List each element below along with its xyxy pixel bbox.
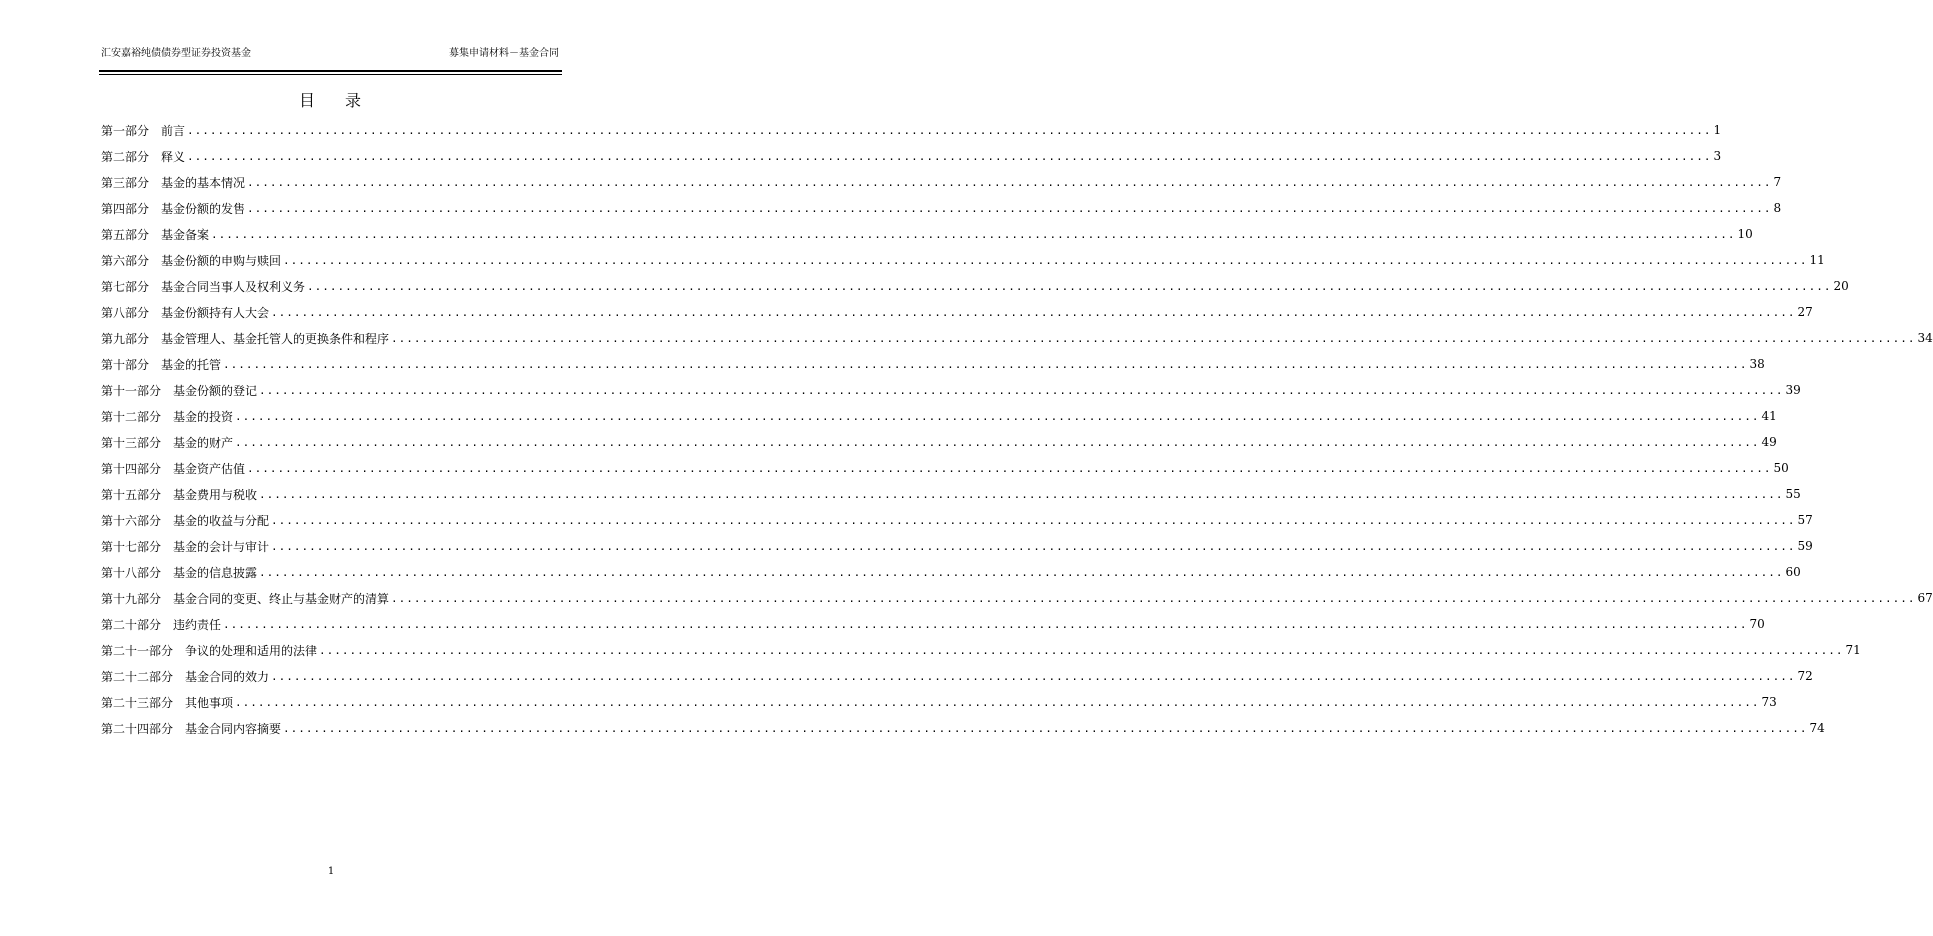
toc-entry-page: 3 xyxy=(1713,149,1722,163)
toc-entry-leader-dots: ........................................................................................................................................................................................................ xyxy=(235,409,1760,423)
toc-entry-title: 基金的信息披露 xyxy=(173,565,258,580)
toc-entry[interactable] xyxy=(101,481,1801,507)
toc-entry-leader-dots: ........................................................................................................................................................................................................ xyxy=(235,695,1760,709)
toc-entry[interactable] xyxy=(101,403,1777,429)
toc-entry-title: 基金的投资 xyxy=(173,409,234,424)
toc-entry-title: 其他事项 xyxy=(185,695,234,710)
toc-title-char-1: 目 xyxy=(298,91,317,110)
toc-entry-page: 50 xyxy=(1773,461,1789,475)
header-document-type: 募集申请材料－基金合同 xyxy=(449,48,559,59)
toc-entry-page: 39 xyxy=(1785,383,1801,397)
toc-entry-title: 争议的处理和适用的法律 xyxy=(185,643,318,658)
toc-entry-part: 第一部分 xyxy=(101,123,150,138)
toc-entry-title: 基金份额的发售 xyxy=(161,201,246,216)
toc-entry-part: 第十六部分 xyxy=(101,513,162,528)
toc-entry-part: 第十九部分 xyxy=(101,591,162,606)
toc-entry-title: 违约责任 xyxy=(173,617,222,632)
toc-entry-page: 57 xyxy=(1797,513,1813,527)
toc-entry-leader-dots: ........................................................................................................................................................................................................ xyxy=(271,305,1796,319)
toc-entry-title: 基金份额持有人大会 xyxy=(161,305,270,320)
toc-entry-leader-dots: ........................................................................................................................................................................................................ xyxy=(211,227,1736,241)
toc-entry-part: 第十七部分 xyxy=(101,539,162,554)
toc-entry-leader-dots: ........................................................................................................................................................................................................ xyxy=(283,253,1808,267)
toc-entry-leader-dots: ........................................................................................................................................................................................................ xyxy=(391,331,1916,345)
toc-entry-leader-dots: ........................................................................................................................................................................................................ xyxy=(283,721,1808,735)
toc-title xyxy=(0,88,662,111)
toc-entry-title: 前言 xyxy=(161,123,186,138)
toc-entry-part: 第十四部分 xyxy=(101,461,162,476)
toc-entry[interactable] xyxy=(101,715,1825,741)
toc-entry-page: 7 xyxy=(1773,175,1782,189)
toc-entry-leader-dots: ........................................................................................................................................................................................................ xyxy=(235,435,1760,449)
toc-entry-page: 67 xyxy=(1917,591,1933,605)
toc-entry-part: 第十二部分 xyxy=(101,409,162,424)
toc-entry[interactable] xyxy=(101,221,1753,247)
header-fund-name: 汇安嘉裕纯债债券型证券投资基金 xyxy=(101,48,251,59)
toc-entry-leader-dots: ........................................................................................................................................................................................................ xyxy=(187,149,1712,163)
toc-entry-title: 释义 xyxy=(161,149,186,164)
toc-entry-part: 第十八部分 xyxy=(101,565,162,580)
toc-entry-title: 基金的收益与分配 xyxy=(173,513,270,528)
toc-entry-part: 第七部分 xyxy=(101,279,150,294)
toc-entry[interactable] xyxy=(101,273,1849,299)
toc-entry[interactable] xyxy=(101,455,1789,481)
toc-entry-title: 基金合同的变更、终止与基金财产的清算 xyxy=(173,591,390,606)
toc-entry-leader-dots: ........................................................................................................................................................................................................ xyxy=(271,539,1796,553)
toc-entry-part: 第十五部分 xyxy=(101,487,162,502)
toc-entry-part: 第十一部分 xyxy=(101,383,162,398)
toc-entry-part: 第五部分 xyxy=(101,227,150,242)
toc-entry[interactable] xyxy=(101,117,1722,143)
toc-entry-page: 74 xyxy=(1809,721,1825,735)
toc-title-char-2: 录 xyxy=(345,91,364,110)
toc-entry-page: 49 xyxy=(1761,435,1777,449)
toc-entry-title: 基金备案 xyxy=(161,227,210,242)
toc-entry-title: 基金合同的效力 xyxy=(185,669,270,684)
toc-entry-leader-dots: ........................................................................................................................................................................................................ xyxy=(223,357,1748,371)
toc-entry[interactable] xyxy=(101,637,1861,663)
toc-entry[interactable] xyxy=(101,299,1813,325)
toc-entry[interactable] xyxy=(101,351,1765,377)
toc-entry-page: 71 xyxy=(1845,643,1861,657)
toc-entry-leader-dots: ........................................................................................................................................................................................................ xyxy=(247,175,1772,189)
toc-entry[interactable] xyxy=(101,377,1801,403)
toc-entry-page: 20 xyxy=(1833,279,1849,293)
toc-entry[interactable] xyxy=(101,325,1933,351)
toc-entry[interactable] xyxy=(101,559,1801,585)
toc-entry-leader-dots: ........................................................................................................................................................................................................ xyxy=(271,669,1796,683)
toc-list xyxy=(101,117,1933,741)
toc-entry-leader-dots: ........................................................................................................................................................................................................ xyxy=(223,617,1748,631)
toc-entry-part: 第二十部分 xyxy=(101,617,162,632)
toc-entry-part: 第十三部分 xyxy=(101,435,162,450)
toc-entry-page: 73 xyxy=(1761,695,1777,709)
toc-entry[interactable] xyxy=(101,663,1813,689)
toc-entry-title: 基金的财产 xyxy=(173,435,234,450)
toc-entry-part: 第二十三部分 xyxy=(101,695,174,710)
toc-entry-leader-dots: ........................................................................................................................................................................................................ xyxy=(271,513,1796,527)
toc-entry-part: 第二十二部分 xyxy=(101,669,174,684)
toc-entry-leader-dots: ........................................................................................................................................................................................................ xyxy=(259,383,1784,397)
toc-entry-part: 第三部分 xyxy=(101,175,150,190)
toc-entry-title: 基金的托管 xyxy=(161,357,222,372)
toc-entry-title: 基金合同当事人及权利义务 xyxy=(161,279,306,294)
toc-entry-title: 基金费用与税收 xyxy=(173,487,258,502)
page-number: 1 xyxy=(327,866,335,877)
toc-entry-page: 10 xyxy=(1737,227,1753,241)
toc-entry-page: 72 xyxy=(1797,669,1813,683)
toc-entry-part: 第二部分 xyxy=(101,149,150,164)
toc-entry-part: 第四部分 xyxy=(101,201,150,216)
toc-entry-leader-dots: ........................................................................................................................................................................................................ xyxy=(187,123,1712,137)
page-header xyxy=(101,44,559,64)
toc-entry-title: 基金的基本情况 xyxy=(161,175,246,190)
toc-entry-title: 基金的会计与审计 xyxy=(173,539,270,554)
toc-entry-title: 基金份额的申购与赎回 xyxy=(161,253,282,268)
toc-entry[interactable] xyxy=(101,507,1813,533)
toc-entry-part: 第二十四部分 xyxy=(101,721,174,736)
toc-entry-page: 60 xyxy=(1785,565,1801,579)
toc-entry[interactable] xyxy=(101,169,1782,195)
toc-entry-part: 第八部分 xyxy=(101,305,150,320)
toc-entry[interactable] xyxy=(101,533,1813,559)
toc-entry[interactable] xyxy=(101,195,1782,221)
toc-entry-part: 第六部分 xyxy=(101,253,150,268)
toc-entry-page: 59 xyxy=(1797,539,1813,553)
toc-entry[interactable] xyxy=(101,611,1765,637)
toc-entry-leader-dots: ........................................................................................................................................................................................................ xyxy=(391,591,1916,605)
toc-entry-part: 第十部分 xyxy=(101,357,150,372)
toc-entry[interactable] xyxy=(101,429,1777,455)
toc-entry-leader-dots: ........................................................................................................................................................................................................ xyxy=(247,201,1772,215)
toc-entry-part: 第九部分 xyxy=(101,331,150,346)
toc-entry-leader-dots: ........................................................................................................................................................................................................ xyxy=(319,643,1844,657)
toc-entry-page: 34 xyxy=(1917,331,1933,345)
toc-entry-leader-dots: ........................................................................................................................................................................................................ xyxy=(259,487,1784,501)
toc-entry-title: 基金资产估值 xyxy=(173,461,246,476)
toc-entry-title: 基金合同内容摘要 xyxy=(185,721,282,736)
toc-entry-leader-dots: ........................................................................................................................................................................................................ xyxy=(259,565,1784,579)
toc-entry-page: 11 xyxy=(1809,253,1825,267)
toc-entry-page: 70 xyxy=(1749,617,1765,631)
toc-entry-title: 基金管理人、基金托管人的更换条件和程序 xyxy=(161,331,390,346)
header-rule-thin xyxy=(99,74,562,75)
toc-entry-page: 41 xyxy=(1761,409,1777,423)
toc-entry[interactable] xyxy=(101,585,1933,611)
toc-entry[interactable] xyxy=(101,143,1722,169)
toc-entry[interactable] xyxy=(101,247,1825,273)
toc-entry-page: 38 xyxy=(1749,357,1765,371)
toc-entry-page: 55 xyxy=(1785,487,1801,501)
toc-entry-part: 第二十一部分 xyxy=(101,643,174,658)
toc-entry-page: 27 xyxy=(1797,305,1813,319)
toc-entry-leader-dots: ........................................................................................................................................................................................................ xyxy=(247,461,1772,475)
toc-entry-leader-dots: ........................................................................................................................................................................................................ xyxy=(307,279,1832,293)
toc-entry[interactable] xyxy=(101,689,1777,715)
toc-entry-page: 1 xyxy=(1713,123,1722,137)
toc-entry-page: 8 xyxy=(1773,201,1782,215)
header-rule-thick xyxy=(99,70,562,72)
toc-entry-title: 基金份额的登记 xyxy=(173,383,258,398)
